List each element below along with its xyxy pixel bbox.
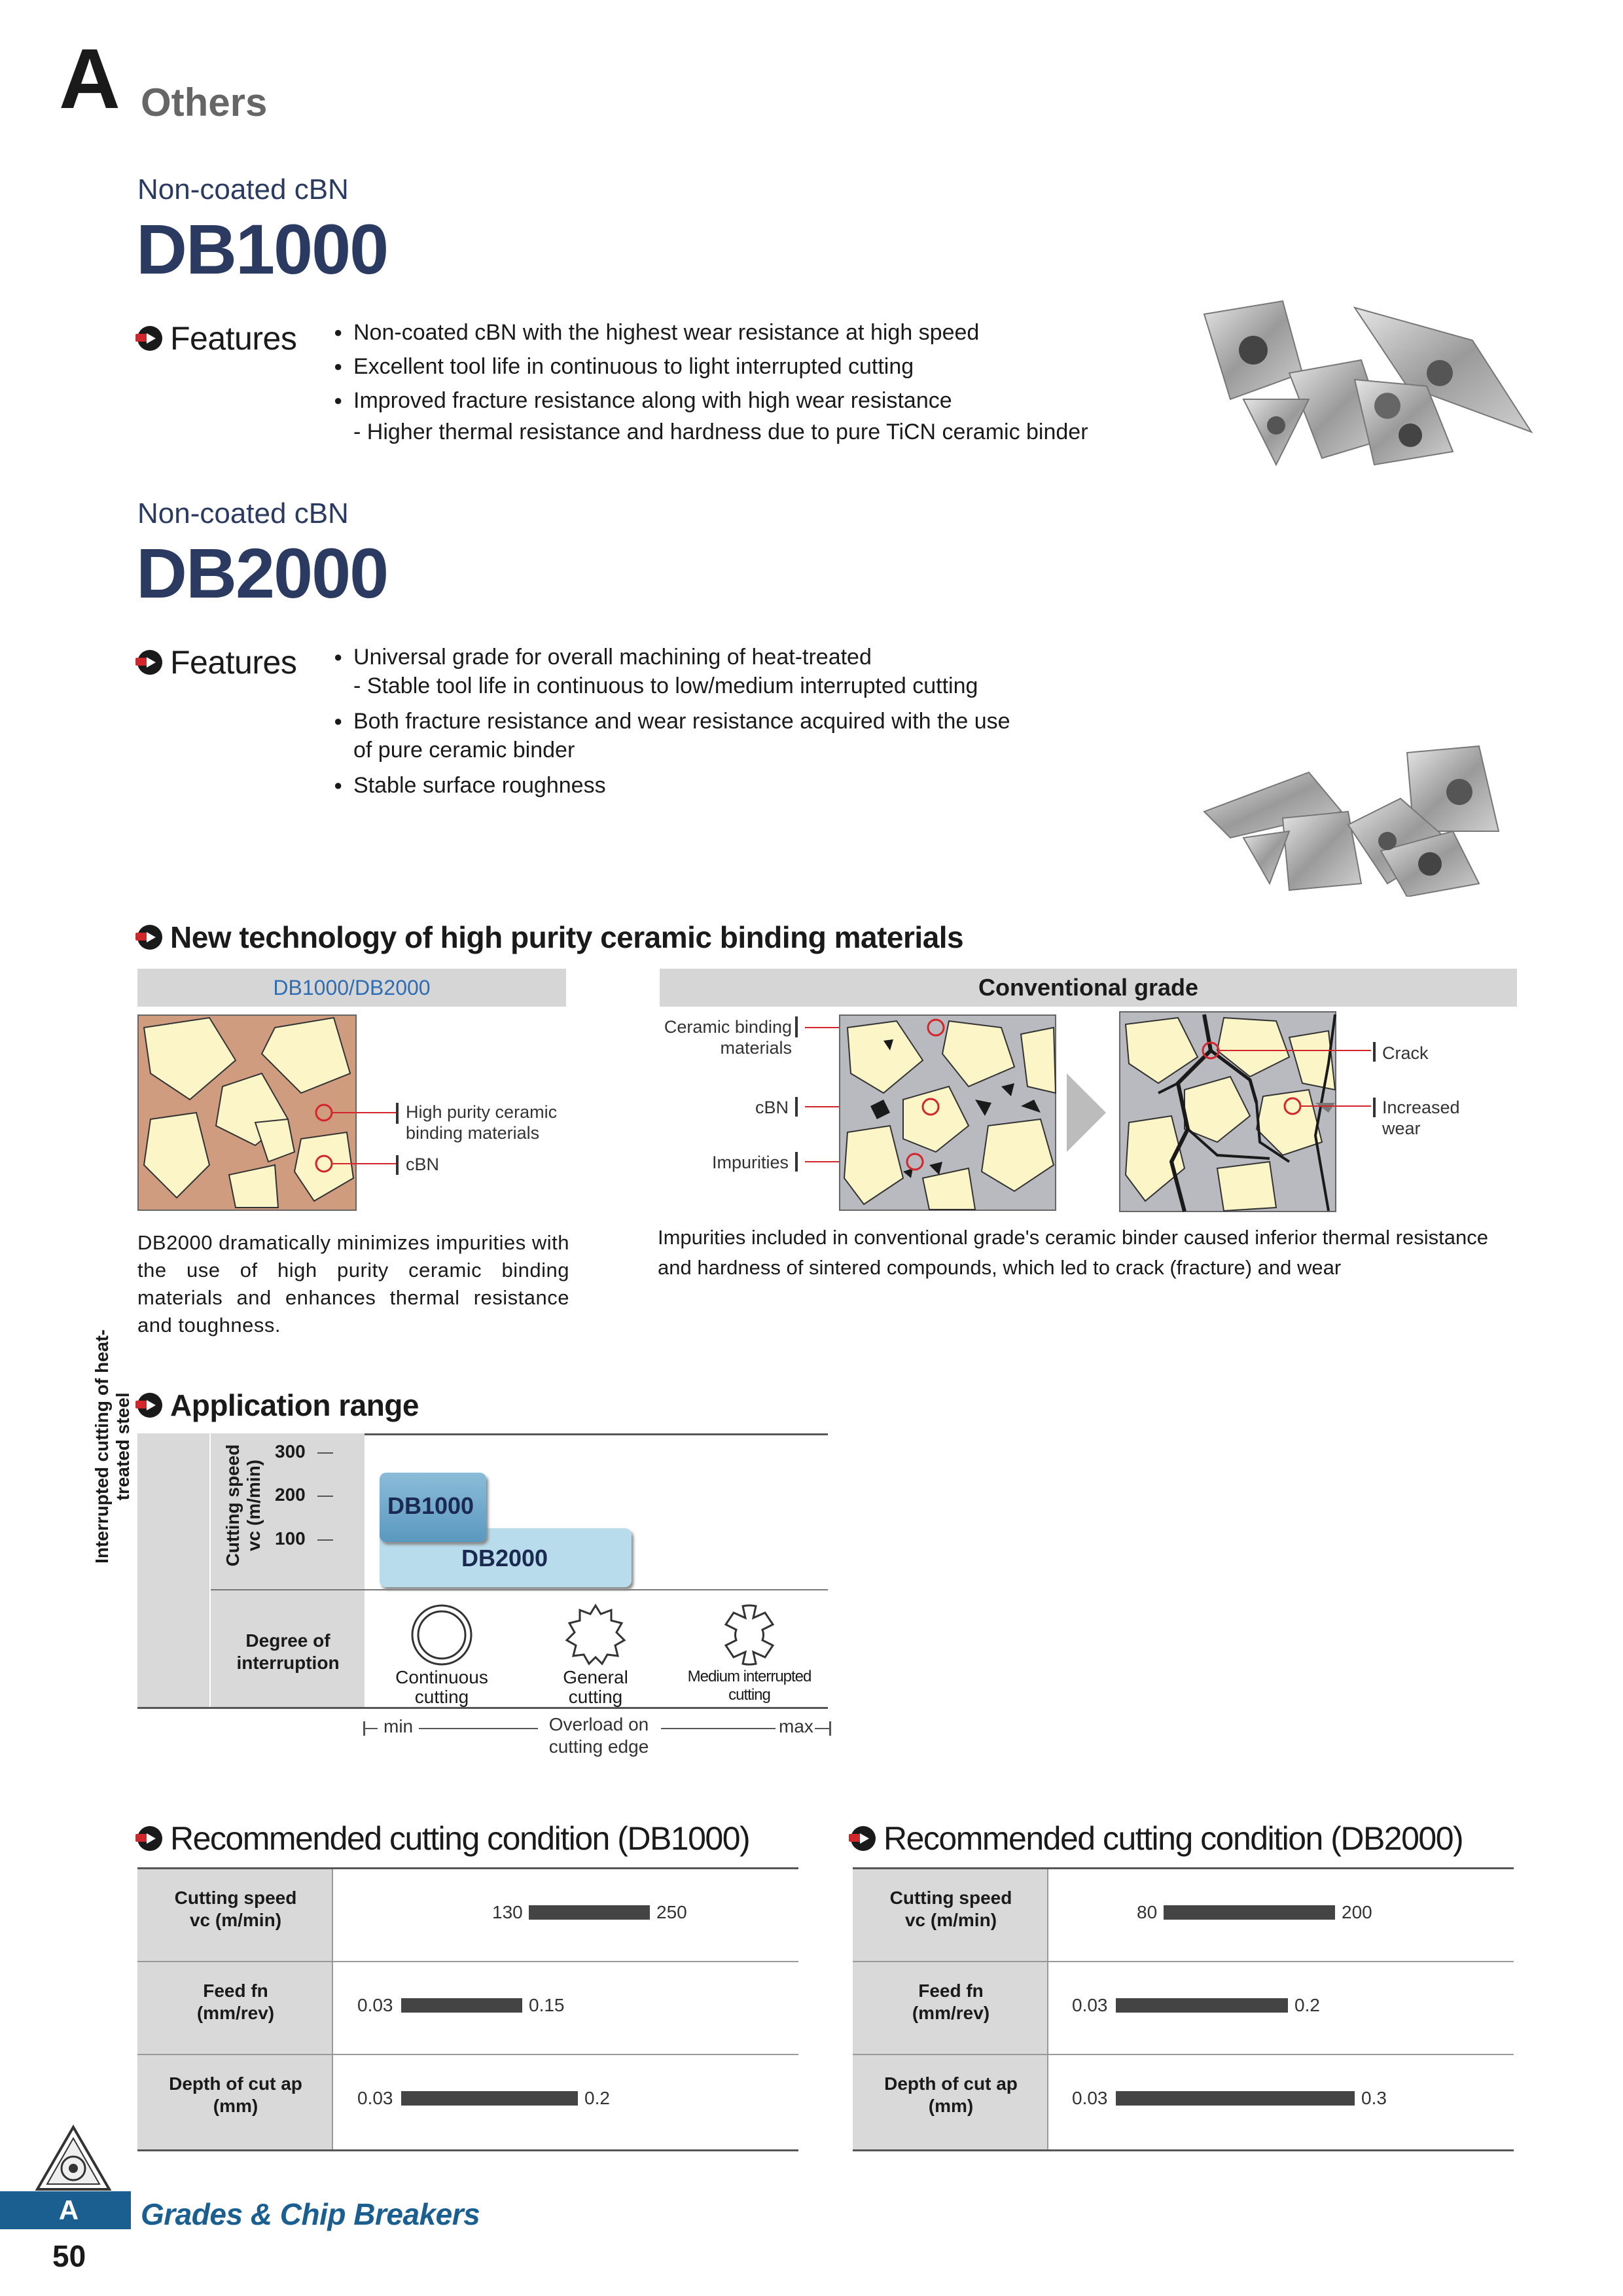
bullet-arrow-icon [137, 650, 162, 675]
speed-tick-300: 300 [275, 1441, 306, 1462]
bullet-arrow-icon [137, 1826, 162, 1851]
rec-db1000-feed-min: 0.03 [357, 1995, 393, 2015]
label-crack: Crack [1382, 1043, 1429, 1063]
rec-db1000-title: Recommended cutting condition (DB1000) [170, 1820, 750, 1857]
db1000-features-list [334, 315, 1145, 446]
general-cutting-icon [563, 1602, 628, 1668]
label-ceramic-binding: Ceramic binding materials [664, 1017, 792, 1058]
technology-left-text: DB2000 dramatically minimizes impurities with the use of high purity ceramic binding materials and enhances thermal resistance and toughness. [137, 1231, 569, 1336]
page-number: 50 [52, 2239, 86, 2273]
rec-db1000-row-speed-label: Cutting speed vc (m/min) [164, 1887, 308, 1931]
axis-mid-label: Overload on cutting edge [548, 1714, 649, 1757]
rec-db2000-feed-min: 0.03 [1072, 1995, 1108, 2015]
continuous-cutting-icon [409, 1602, 474, 1668]
list-item: ● Non-coated cBN with the highest wear resistance at high speed [334, 315, 1145, 350]
high-purity-microstructure [137, 1014, 357, 1211]
speed-axis-label: Cutting speed vc (m/min) [223, 1444, 264, 1567]
medium-interrupted-label: Medium interrupted cutting [687, 1668, 812, 1704]
db2000-range-label: DB2000 [461, 1545, 548, 1571]
speed-tick-100: 100 [275, 1528, 306, 1549]
application-side-label: Interrupted cutting of heat-treated steel [92, 1329, 133, 1564]
list-item: ● Improved fracture resistance along with high wear resistance [334, 384, 1145, 418]
rec-db1000-speed-max: 250 [656, 1902, 687, 1922]
section-letter: A [59, 31, 120, 126]
list-item: ● Excellent tool life in continuous to light interrupted cutting [334, 350, 1145, 384]
db1000-title: DB1000 [136, 209, 388, 289]
conventional-microstructure [805, 1014, 1057, 1211]
rec-db2000-row-depth-label: Depth of cut ap (mm) [879, 2073, 1023, 2117]
rec-db1000-depth-min: 0.03 [357, 2088, 393, 2108]
db2000-subtitle: Non-coated cBN [137, 497, 349, 529]
db1000-subtitle: Non-coated cBN [137, 173, 349, 206]
list-item: ● Stable surface roughness [334, 770, 1145, 801]
application-title: Application range [170, 1388, 419, 1422]
list-item: - Higher thermal resistance and hardness due to pure TiCN ceramic binder [353, 420, 1088, 444]
axis-min-label: min [383, 1716, 414, 1736]
rec-db2000-speed-min: 80 [1137, 1902, 1158, 1922]
rec-db1000-row-depth-label: Depth of cut ap (mm) [164, 2073, 308, 2117]
db2000-features-heading [137, 643, 296, 681]
rec-db1000-speed-bar [529, 1905, 650, 1920]
bullet-arrow-icon [851, 1826, 876, 1851]
list-item: ● Both fracture resistance and wear resistance acquired with the use [334, 706, 1145, 737]
interruption-label: Degree of interruption [236, 1630, 340, 1673]
rec-db1000-depth-bar [401, 2091, 578, 2106]
rec-db2000-row-speed-label: Cutting speed vc (m/min) [879, 1887, 1023, 1931]
insert-logo-icon [34, 2124, 113, 2196]
rec-db2000-heading [851, 1820, 1463, 1857]
rec-db1000-feed-max: 0.15 [529, 1995, 565, 2015]
cracked-microstructure [1119, 1011, 1374, 1214]
db1000-features-label: Features [170, 320, 297, 357]
rec-db2000-speed-max: 200 [1342, 1902, 1372, 1922]
general-cutting-label: General cutting [563, 1667, 628, 1707]
db1000-features-heading [137, 319, 296, 357]
application-heading [137, 1388, 419, 1423]
arrow-right-icon [1067, 1073, 1106, 1152]
bullet-arrow-icon [137, 925, 162, 950]
db2000-features-list [334, 641, 1145, 801]
section-title: Others [141, 81, 268, 124]
medium-interrupted-cutting-icon [717, 1602, 782, 1668]
bullet-arrow-icon [137, 326, 162, 351]
technology-right-header: Conventional grade [660, 969, 1517, 1007]
list-item: ● Universal grade for overall machining of heat-treated [334, 641, 1145, 673]
db2000-features-label: Features [170, 644, 297, 681]
bullet-arrow-icon [137, 1393, 162, 1418]
speed-tick-200: 200 [275, 1484, 306, 1505]
db2000-title: DB2000 [136, 533, 388, 613]
rec-db2000-depth-min: 0.03 [1072, 2088, 1108, 2108]
rec-db1000-depth-max: 0.2 [584, 2088, 610, 2108]
db2000-inserts-image [1191, 740, 1531, 897]
label-cbn-conventional: cBN [755, 1098, 789, 1117]
footer-tab-letter: A [58, 2195, 79, 2225]
continuous-cutting-label: Continuous cutting [395, 1667, 488, 1707]
axis-max-label: max [779, 1716, 813, 1736]
db1000-inserts-image [1191, 288, 1558, 484]
technology-right-text: Impurities included in conventional grade's ceramic binder caused inferior thermal resistance and hardness of sintered compounds, which led to crack (fracture) and wear [658, 1226, 1488, 1279]
technology-heading [137, 920, 963, 955]
list-item: - Stable tool life in continuous to low/medium interrupted cutting [353, 673, 978, 698]
technology-left-header: DB1000/DB2000 [137, 969, 566, 1007]
technology-title: New technology of high purity ceramic binding materials [170, 920, 964, 954]
rec-db1000-speed-min: 130 [492, 1902, 523, 1922]
rec-db1000-row-feed-label: Feed fn (mm/rev) [180, 1980, 291, 2024]
footer-section-title: Grades & Chip Breakers [141, 2197, 480, 2231]
list-item: of pure ceramic binder [353, 738, 575, 762]
rec-db2000-title: Recommended cutting condition (DB2000) [883, 1820, 1463, 1857]
db1000-range-label: DB1000 [387, 1492, 474, 1519]
rec-db1000-feed-bar [401, 1998, 522, 2013]
rec-db2000-depth-bar [1116, 2091, 1355, 2106]
label-increased-wear: Increased wear [1382, 1098, 1460, 1138]
rec-db1000-heading [137, 1820, 749, 1857]
rec-db2000-row-feed-label: Feed fn (mm/rev) [895, 1980, 1007, 2024]
label-high-purity-binding: High purity ceramic binding materials [406, 1102, 558, 1143]
label-cbn: cBN [406, 1155, 440, 1174]
rec-db2000-feed-max: 0.2 [1294, 1995, 1320, 2015]
rec-db2000-feed-bar [1116, 1998, 1288, 2013]
rec-db2000-speed-bar [1164, 1905, 1335, 1920]
label-impurities: Impurities [711, 1153, 789, 1172]
rec-db2000-depth-max: 0.3 [1361, 2088, 1387, 2108]
